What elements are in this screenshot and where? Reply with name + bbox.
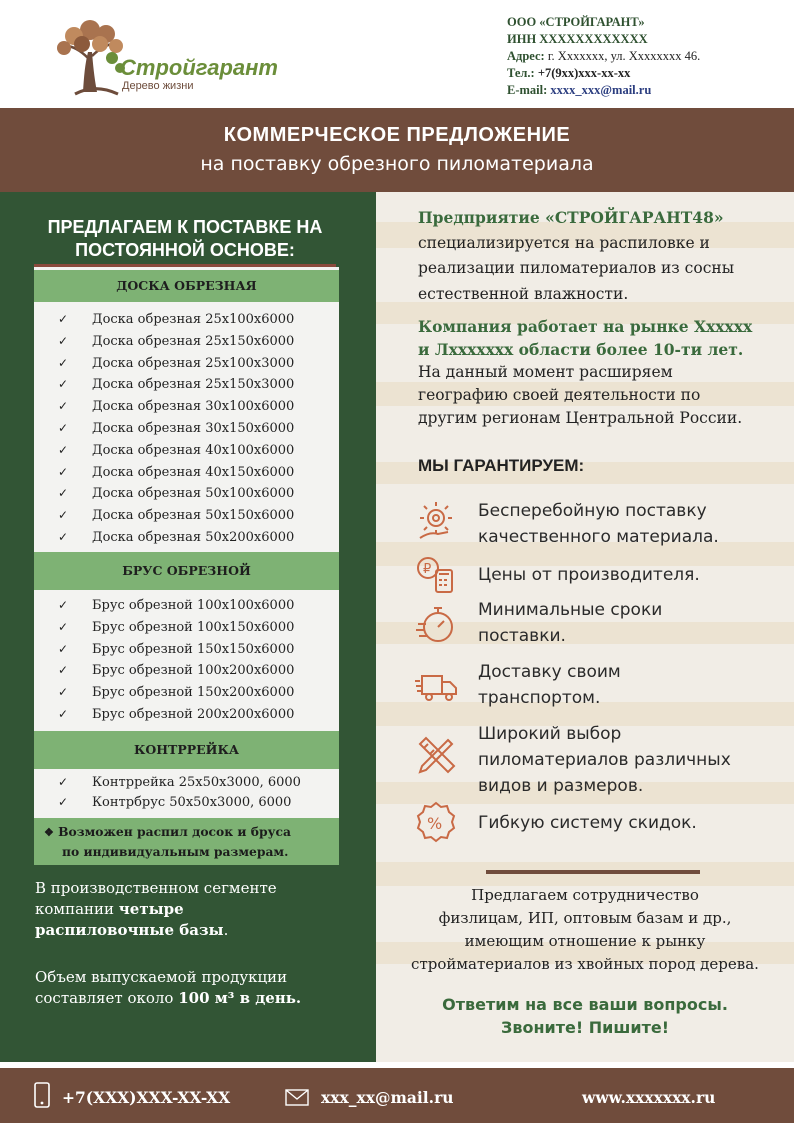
page-subtitle: на поставку обрезного пиломатериала [200,153,594,175]
page-title: КОММЕРЧЕСКОЕ ПРЕДЛОЖЕНИЕ [223,124,571,146]
list-item: ✓ Брус обрезной 100х100х6000 [58,595,294,617]
check-icon: ✓ [58,377,69,392]
custom-cut-note: ❖ Возможен распил досок и бруса по индивидуальным размерам. [44,824,291,859]
company-contacts [507,14,700,99]
list-item: ✓ Доска обрезная 30х150х6000 [58,418,294,440]
check-icon: ✓ [58,706,69,721]
footer-phone[interactable]: +7(XXX)XXX-XX-XX [62,1088,231,1107]
list-item: ✓ Контрбрус 50х50х3000, 6000 [58,792,301,812]
list-item: ✓ Доска обрезная 25х100х6000 [58,309,294,331]
check-icon: ✓ [58,333,69,348]
company-address: Адрес: г. Xxxxxxx, ул. Xxxxxxxx 46. [507,49,701,63]
discount-icon [414,800,458,844]
stopwatch-icon [414,602,458,646]
category-header-boards: ДОСКА ОБРЕЗНАЯ [34,270,339,302]
gear-hand-icon [414,498,458,542]
check-icon: ✓ [58,775,69,789]
list-item: ✓ Доска обрезная 25х150х6000 [58,331,294,353]
guarantees-heading: МЫ ГАРАНТИРУЕМ: [418,456,585,475]
phone-icon [33,1082,51,1108]
check-icon: ✓ [58,685,69,700]
list-item: ✓ Доска обрезная 25х100х3000 [58,353,294,375]
list-item: ✓ Брус обрезной 150х200х6000 [58,682,294,704]
tools-icon [414,734,458,778]
check-icon: ✓ [58,795,69,809]
list-item: ✓ Доска обрезная 50х200х6000 [58,527,294,549]
list-item: ✓ Доска обрезная 25х150х3000 [58,374,294,396]
category-header-beams: БРУС ОБРЕЗНОЙ [34,552,339,590]
check-icon: ✓ [58,663,69,678]
list-item: ✓ Брус обрезной 200х200х6000 [58,704,294,726]
check-icon: ✓ [58,399,69,414]
offer-heading: ПРЕДЛАГАЕМ К ПОСТАВКЕ НА ПОСТОЯННОЙ ОСНОВЕ: [47,217,323,260]
email-link[interactable]: xxxx_xxx@mail.ru [550,83,652,97]
guarantee-item-4: Доставку своим транспортом. [478,662,621,708]
check-icon: ✓ [58,355,69,370]
check-icon: ✓ [58,598,69,612]
phone-link[interactable]: +7(9xx)xxx-xx-xx [537,66,631,80]
cooperation-text: Предлагаем сотрудничество физлицам, ИП, оптовым базам и др., имеющим отношение к рынку стройматериалов из хвойных пород дерева. [411,886,759,973]
check-icon: ✓ [58,641,69,656]
call-to-action: Ответим на все ваши вопросы. Звоните! Пишите! [442,995,728,1037]
check-icon: ✓ [58,442,69,457]
list-item: ✓ Доска обрезная 30х100х6000 [58,396,294,418]
category-header-counter-battens: КОНТРРЕЙКА [34,731,339,769]
list-counter-battens [58,772,301,812]
check-icon: ✓ [58,529,69,544]
company-name: ООО «СТРОЙГАРАНТ» [507,15,645,29]
list-item: ✓ Доска обрезная 40х150х6000 [58,462,294,484]
check-icon: ✓ [58,312,69,326]
about-paragraph-1: Предприятие «СТРОЙГАРАНТ48» специализируется на распиловке и реализации пиломатериалов из сосны естественной влажности. [418,208,735,303]
section-divider [486,870,700,874]
tree-icon [57,20,125,94]
check-icon: ✓ [58,464,69,479]
svg-text:%: % [427,814,443,833]
guarantee-item-5: Широкий выбор пиломатериалов различных видов и размеров. [478,724,731,796]
svg-text:₽: ₽ [423,562,432,577]
production-bases-text: В производственном сегменте компании четыре распиловочные базы. [35,879,277,939]
truck-icon [414,664,458,708]
guarantee-item-1: Бесперебойную поставку качественного материала. [478,501,719,547]
title-band [0,108,794,192]
list-item: ✓ Доска обрезная 50х150х6000 [58,505,294,527]
footer-website[interactable]: www.xxxxxxx.ru [582,1088,716,1107]
footer-email[interactable]: xxx_xx@mail.ru [321,1088,454,1107]
logo-tagline: Дерево жизни [122,80,194,92]
guarantee-item-6: Гибкую систему скидок. [478,813,697,833]
list-item: ✓ Доска обрезная 40х100х6000 [58,440,294,462]
list-item: ✓ Доска обрезная 50х100х6000 [58,483,294,505]
mail-icon [285,1089,309,1106]
list-boards [58,309,294,549]
guarantee-item-3: Минимальные сроки поставки. [478,600,663,646]
company-email: E-mail: xxxx_xxx@mail.ru [507,83,652,97]
list-item: ✓ Брус обрезной 100х200х6000 [58,660,294,682]
company-phone: Тел.: +7(9xx)xxx-xx-xx [507,66,631,80]
check-icon: ✓ [58,420,69,435]
coin-calculator-icon [414,552,458,596]
company-inn: ИНН XXXXXXXXXXXX [507,32,648,46]
list-item: ✓ Брус обрезной 150х150х6000 [58,639,294,661]
logo-name: Стройгарант [120,55,278,80]
about-paragraph-2: Компания работает на рынке Xxxxxx и Лxxxxxxx области более 10-ти лет. На данный момент расширяем географию своей деятельности по другим регионам Центральной России. [418,317,753,427]
check-icon: ✓ [58,486,69,501]
list-item: ✓ Контррейка 25х50х3000, 6000 [58,772,301,792]
list-beams [58,595,294,726]
guarantee-item-2: Цены от производителя. [478,565,700,585]
list-item: ✓ Брус обрезной 100х150х6000 [58,617,294,639]
production-volume-text: Объем выпускаемой продукции составляет около 100 м³ в день. [35,968,302,1007]
diamond-bullet-icon: ❖ [44,826,54,839]
check-icon: ✓ [58,508,69,523]
check-icon: ✓ [58,619,69,634]
